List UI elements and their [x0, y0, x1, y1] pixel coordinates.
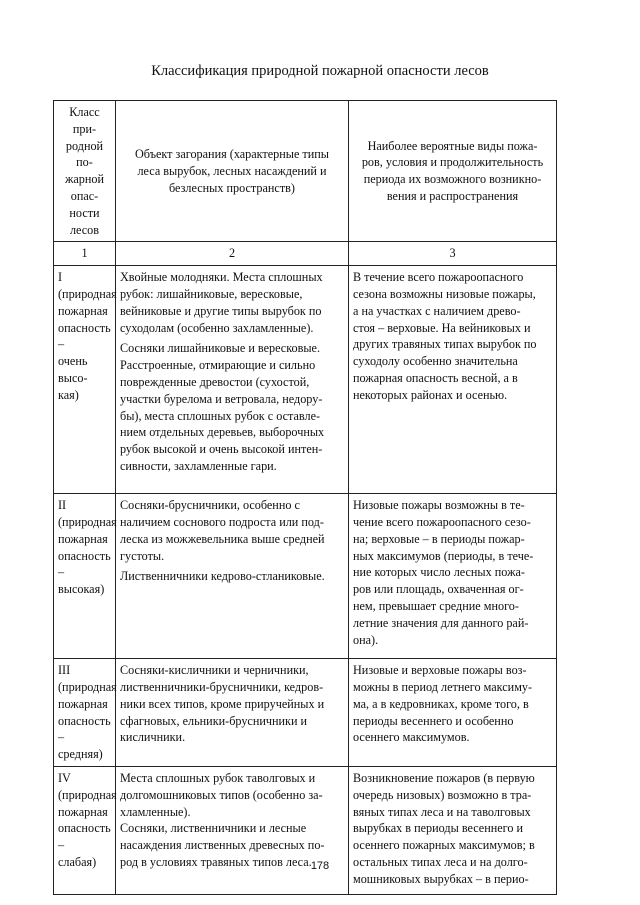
- object-paragraph: Хвойные молодняки. Места сплошных рубок: лишайниковые, вересковые, вейниковые и другие типы вырубок по суходолам (особенно захламленные).: [120, 270, 323, 335]
- fires-cell: Низовые и верховые пожары воз- можны в период летнего максиму- ма, а в кедровниках, кроме того, в периоды весеннего и особенно осеннего максимумов.: [349, 659, 557, 767]
- table-row: [54, 659, 557, 767]
- fires-cell: Низовые пожары возможны в те- чение всего пожароопасного сезо- на; верховые – в периоды пожар- ных максимумов (периоды, в тече- ние которых число лесных пожа- ров или площадь, охваченная ог- нем, превышает средние много- летние значения для данного рай- она).: [349, 494, 557, 659]
- object-paragraph: Сосняки лишайниковые и вересковые. Расстроенные, отмирающие и сильно поврежденные древостои (сухостой, участки бурелома и ветровала, недору- бы), места сплошных рубок с оставле- нием отдельных деревьев, выборочных рубок высокой и очень высокой интен- сивности, захламленные гари.: [120, 341, 325, 473]
- object-paragraph: Сосняки-брусничники, особенно с наличием соснового подроста или под- леска из можжевельника выше средней густоты.: [120, 498, 325, 563]
- class-cell: III (природная пожарная опасность – средняя): [54, 659, 116, 767]
- page-number: 178: [310, 860, 330, 872]
- object-cell: [116, 266, 349, 494]
- fire-danger-classification-table: [53, 100, 557, 895]
- header-row: [54, 101, 557, 242]
- table-row: [54, 766, 557, 894]
- object-cell: Сосняки-кисличники и черничники, лиственничники-брусничники, кедров- ники всех типов, кроме приручейных и сфагновых, ельники-брусничники и кисличники.: [116, 659, 349, 767]
- column-number: 1: [54, 242, 116, 266]
- page-title: Классификация природной пожарной опасности лесов: [151, 63, 489, 79]
- object-cell: Места сплошных рубок таволговых и долгомошниковых типов (особенно за- хламленные). Сосняки, лиственничники и лесные насаждения лиственных древесных по- род в условиях травяных типов леса.: [116, 766, 349, 894]
- column-number-row: [54, 242, 557, 266]
- class-cell: I (природная пожарная опасность – очень высо- кая): [54, 266, 116, 494]
- fires-cell: Возникновение пожаров (в первую очередь низовых) возможно в тра- вяных типах леса и на таволговых вырубках в периоды весеннего и осеннего пожарных максимумов; в остальных типах леса и на долго- мошниковых вырубках – в перио-: [349, 766, 557, 894]
- table-row: [54, 494, 557, 659]
- header-fires: Наиболее вероятные виды пожа- ров, условия и продолжительность периода их возможного возникно- вения и распространения: [349, 101, 557, 242]
- header-class: Класс при- родной по- жарной опас- ности лесов: [54, 101, 116, 242]
- column-number: 2: [116, 242, 349, 266]
- table-row: [54, 266, 557, 494]
- fires-cell: В течение всего пожароопасного сезона возможны низовые пожары, а на участках с наличием древо- стоя – верховые. На вейниковых и других травяных типах вырубок по суходолу особенно значительна пожарная опасность весной, а в некоторых районах и осенью.: [349, 266, 557, 494]
- class-cell: IV (природная пожарная опасность – слабая): [54, 766, 116, 894]
- column-number: 3: [349, 242, 557, 266]
- header-object: Объект загорания (характерные типы леса вырубок, лесных насаждений и безлесных пространств): [116, 101, 349, 242]
- class-cell: II (природная пожарная опасность – высокая): [54, 494, 116, 659]
- object-cell: [116, 494, 349, 659]
- object-paragraph: Лиственничники кедрово-стланиковые.: [120, 569, 325, 584]
